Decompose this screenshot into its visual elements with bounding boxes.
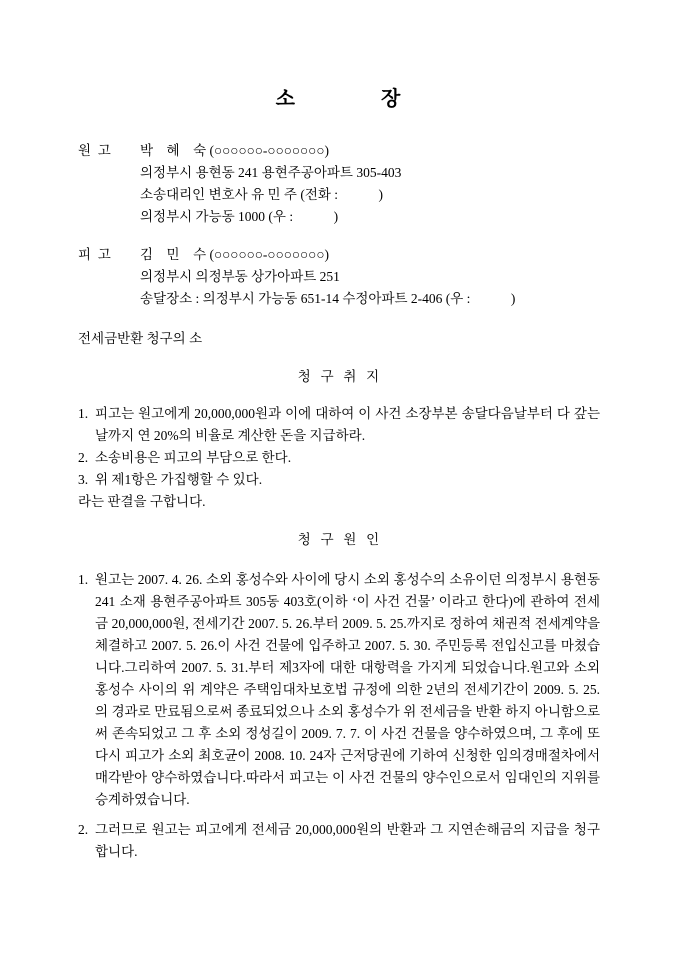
item-number: 1.: [78, 406, 89, 421]
claim-purpose-item: [78, 447, 600, 469]
defendant-section: [78, 244, 600, 310]
plaintiff-address: 의정부시 용현동 241 용현주공아파트 305-403: [140, 165, 402, 180]
plaintiff-attorney: 소송대리인 변호사 유 민 주 (전화 : ): [140, 187, 384, 202]
item-number: 2.: [78, 450, 89, 465]
claim-purpose-item: [78, 403, 604, 447]
claim-cause-item: [78, 569, 604, 811]
case-title: 전세금반환 청구의 소: [78, 331, 203, 346]
item-number: 1.: [78, 572, 89, 587]
claim-purpose-closing: 라는 판결을 구합니다.: [78, 494, 206, 509]
defendant-name: 김 민 수 (○○○○○○-○○○○○○○): [140, 247, 329, 262]
plaintiff-section: [78, 140, 600, 228]
item-text: 소송비용은 피고의 부담으로 한다.: [95, 450, 292, 465]
plaintiff-name: 박 혜 숙 (○○○○○○-○○○○○○○): [140, 143, 329, 158]
plaintiff-name-row: [78, 140, 600, 162]
item-number: 3.: [78, 472, 89, 487]
claim-cause-heading: 청 구 원 인: [297, 532, 381, 547]
item-text: 그러므로 원고는 피고에게 전세금 20,000,000원의 반환과 그 지연손해금의 지급을 청구합니다.: [95, 822, 600, 859]
defendant-service-address: 송달장소 : 의정부시 가능동 651-14 수정아파트 2-406 (우 : ): [140, 291, 516, 306]
claim-purpose-list: [78, 403, 604, 513]
defendant-name-row: [78, 244, 600, 266]
defendant-label: 피 고: [78, 247, 111, 262]
item-number: 2.: [78, 822, 89, 837]
document-title: 소 장: [275, 88, 403, 110]
claim-purpose-heading: 청 구 취 지: [297, 369, 381, 384]
claim-cause-item: [78, 819, 600, 863]
item-text: 위 제1항은 가집행할 수 있다.: [95, 472, 263, 487]
item-text: 원고는 2007. 4. 26. 소외 홍성수와 사이에 당시 소외 홍성수의 소유이던 의정부시 용현동 241 소재 용현주공아파트 305동 403호(이하 ‘이 사건 건물’ 이라고 한다)에 관하여 전세금 20,000,000원, 전세기간 2007. 5. 26.부터 2009. 5. 25.까지로 정하여 채권적 전세계약을 체결하고 2007. 5. 26.이 사건 건물에 입주하고 2007. 5. 30. 주민등록 전입신고를 마쳤습니다.그리하여 2007. 5. 31.부터 제3자에 대한 대항력을 가지게 되었습니다.원고와 소외 홍성수 사이의 위 계약은 주택임대차보호법 규정에 의한 2년의 전세기간이 2009. 5. 25.의 경과로 만료됨으로써 종료되었으나 소외 홍성수가 위 전세금을 반환 하지 아니함으로써 존속되었고 그 후 소외 정성길이 2009. 7. 7. 이 사건 건물을 양수하였으며, 그 후에 또다시 피고가 소외 최호균이 2008. 10. 24자 근저당권에 기하여 신청한 임의경매절차에서 매각받아 양수하였습니다.따라서 피고는 이 사건 건물의 양수인으로서 임대인의 지위를 승계하였습니다.: [95, 572, 604, 807]
plaintiff-label: 원 고: [78, 143, 111, 158]
claim-purpose-item: [78, 469, 600, 491]
plaintiff-attorney-address: 의정부시 가능동 1000 (우 : ): [140, 209, 339, 224]
item-text: 피고는 원고에게 20,000,000원과 이에 대하여 이 사건 소장부본 송달다음날부터 다 갚는 날까지 연 20%의 비율로 계산한 돈을 지급하라.: [95, 406, 604, 443]
defendant-address: 의정부시 의정부동 상가아파트 251: [140, 269, 340, 284]
claim-cause-list: [78, 569, 604, 863]
